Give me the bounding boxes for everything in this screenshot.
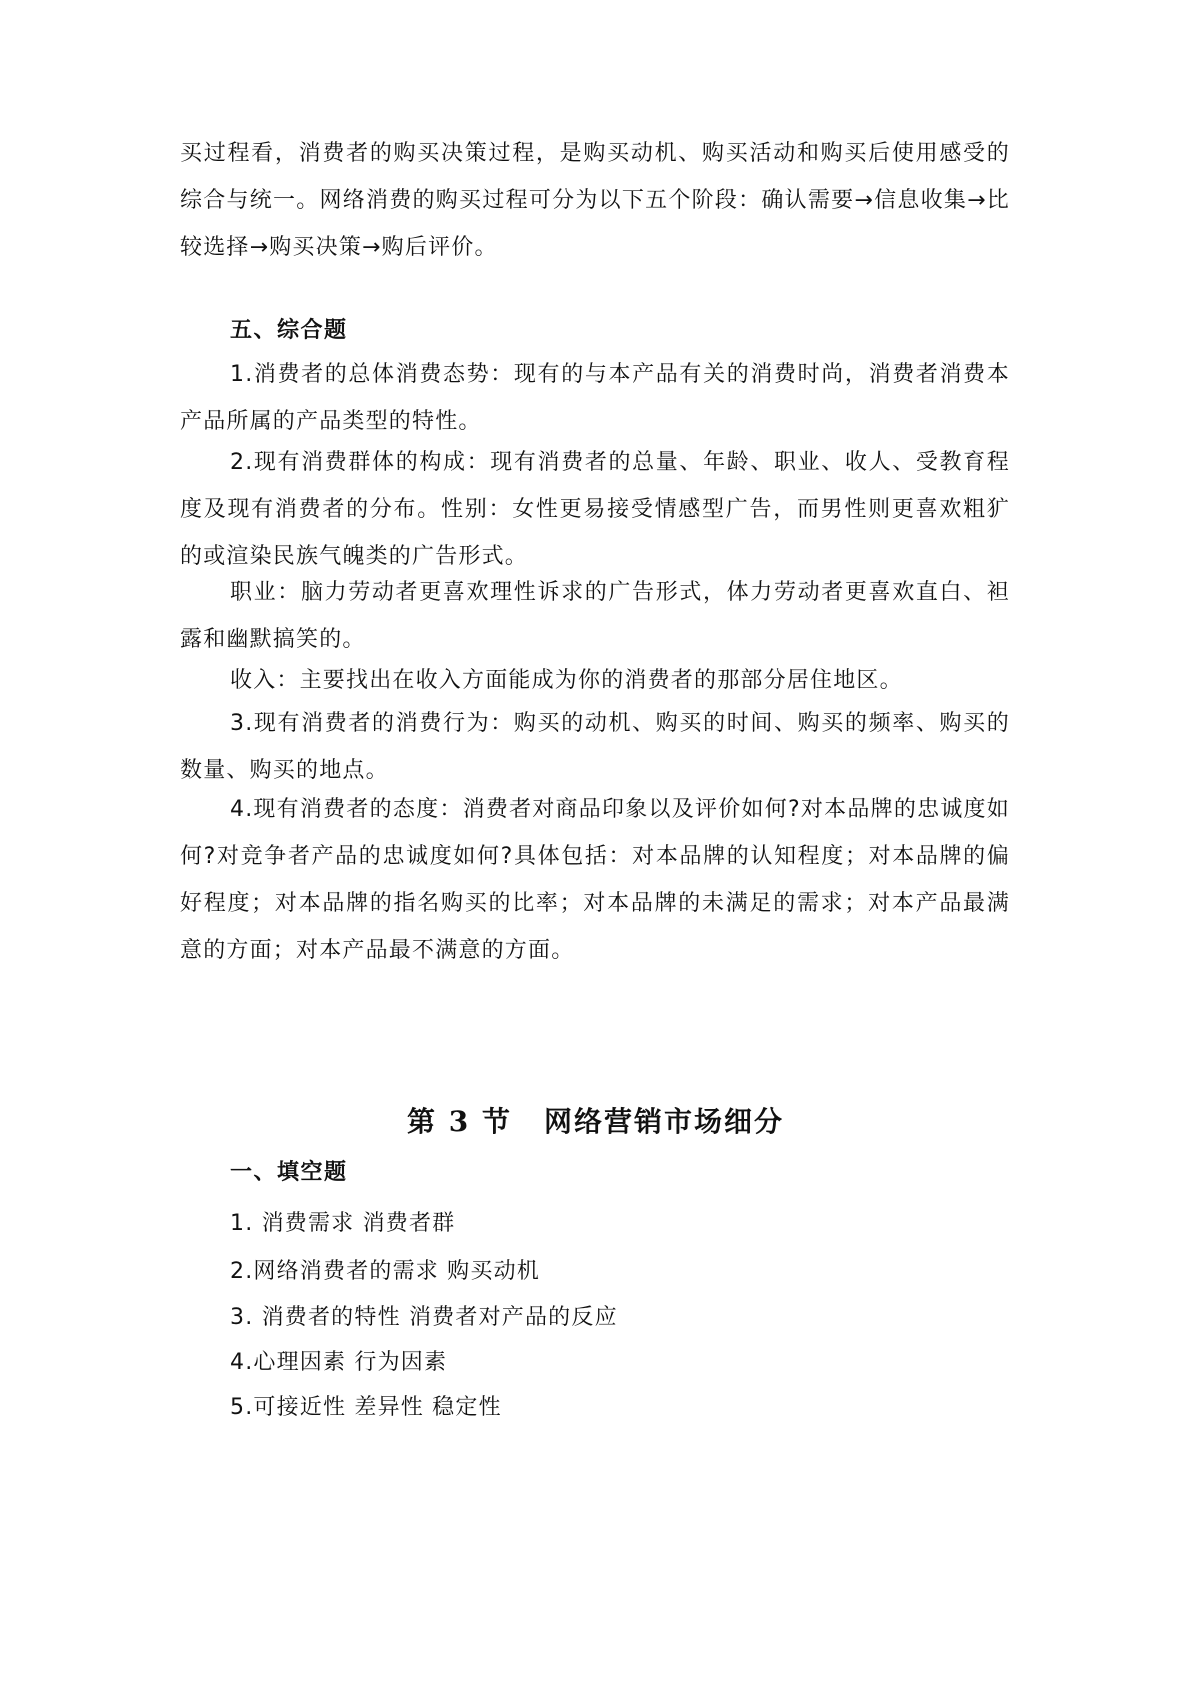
answer-paragraph-1: 1.消费者的总体消费态势：现有的与本产品有关的消费时尚，消费者消费本产品所属的产品类型的特性。 [180, 362, 1010, 434]
section-one-heading: 一、填空题 [230, 1160, 348, 1185]
fill-answer-1: 1. 消费需求 消费者群 [230, 1211, 456, 1236]
answer-paragraph-3: 3.现有消费者的消费行为：购买的动机、购买的时间、购买的频率、购买的数量、购买的地点。 [180, 711, 1010, 783]
chapter-number: 第 3 节 [407, 1105, 512, 1138]
answer-paragraph-2: 2.现有消费群体的构成：现有消费者的总量、年龄、职业、收人、受教育程度及现有消费者的分布。性别：女性更易接受情感型广告，而男性则更喜欢粗犷的或渲染民族气魄类的广告形式。 [180, 450, 1010, 569]
fill-answer-3: 3. 消费者的特性 消费者对产品的反应 [230, 1305, 618, 1330]
intro-paragraph: 买过程看，消费者的购买决策过程，是购买动机、购买活动和购买后使用感受的综合与统一。网络消费的购买过程可分为以下五个阶段：确认需要→信息收集→比较选择→购买决策→购后评价。 [180, 141, 1010, 260]
answer-paragraph-occupation: 职业：脑力劳动者更喜欢理性诉求的广告形式，体力劳动者更喜欢直白、袒露和幽默搞笑的。 [180, 580, 1010, 652]
chapter-name: 网络营销市场细分 [543, 1105, 784, 1138]
answer-paragraph-income: 收入：主要找出在收入方面能成为你的消费者的那部分居住地区。 [230, 668, 903, 693]
answer-paragraph-4: 4.现有消费者的态度：消费者对商品印象以及评价如何?对本品牌的忠诚度如何?对竞争者产品的忠诚度如何?具体包括：对本品牌的认知程度；对本品牌的偏好程度；对本品牌的指名购买的比率；对本品牌的未满足的需求；对本产品最满意的方面；对本产品最不满意的方面。 [180, 797, 1010, 963]
chapter-title [0, 1102, 1191, 1142]
fill-answer-5: 5.可接近性 差异性 稳定性 [230, 1395, 502, 1420]
fill-answer-4: 4.心理因素 行为因素 [230, 1350, 448, 1375]
fill-answer-2: 2.网络消费者的需求 购买动机 [230, 1259, 540, 1284]
section-five-heading: 五、综合题 [230, 318, 348, 343]
